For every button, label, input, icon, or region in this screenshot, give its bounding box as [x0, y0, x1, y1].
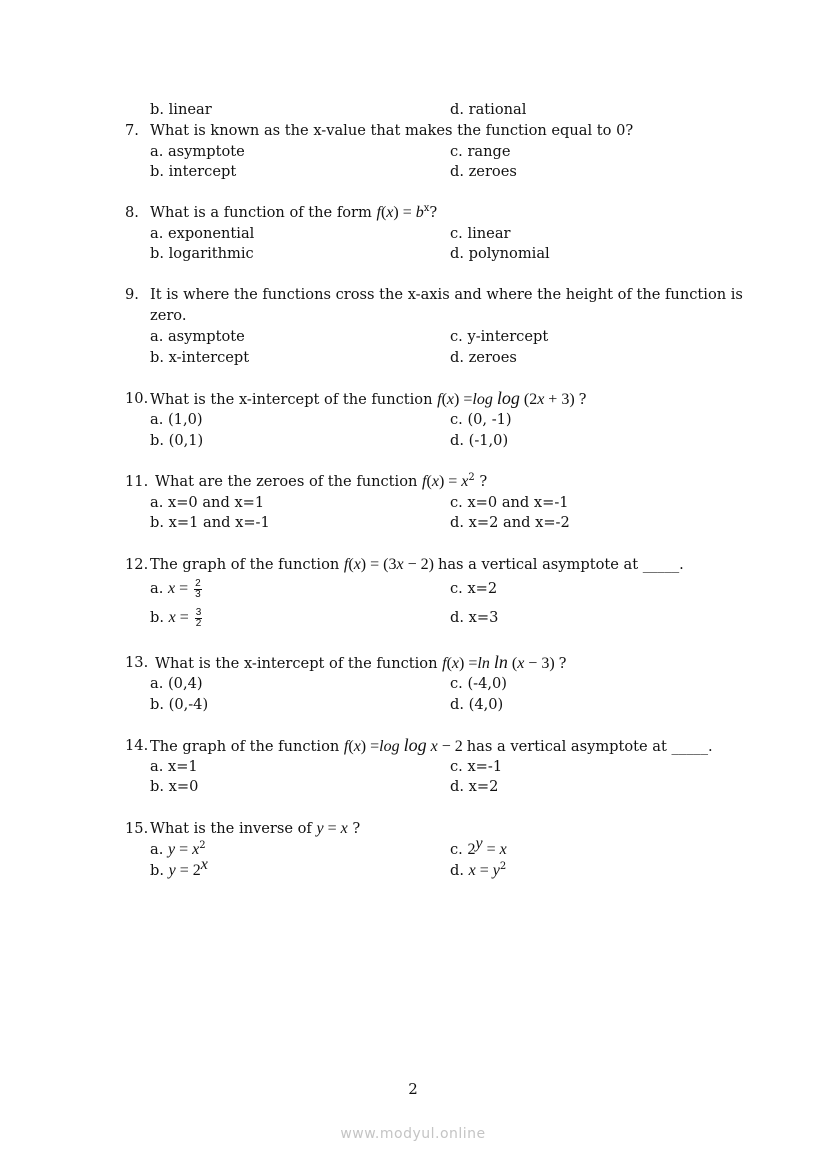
- math-text: ln: [493, 652, 508, 672]
- question-text: [150, 735, 713, 756]
- text: c.: [450, 841, 468, 858]
- watermark: www.modyul.online: [340, 1126, 486, 1142]
- page-number: 2: [408, 1080, 418, 1098]
- math-text: + 3): [544, 391, 579, 408]
- math-text: (: [380, 204, 387, 221]
- math-text: f: [442, 655, 447, 672]
- question-text: [150, 202, 437, 223]
- answer-choice: [450, 492, 569, 513]
- answer-choice: [150, 512, 270, 533]
- answer-choice: [150, 756, 198, 777]
- text: a.: [150, 841, 168, 858]
- text: a. asymptote: [150, 328, 245, 345]
- answer-choice: [150, 776, 198, 797]
- math-text: (: [507, 655, 518, 672]
- text: c. x=2: [450, 580, 498, 597]
- text: b.: [150, 862, 169, 879]
- math-text: log: [379, 738, 404, 755]
- text: a. x=1: [150, 758, 198, 775]
- question-number: 13.: [125, 654, 149, 671]
- answer-choice: [150, 607, 202, 628]
- question-text: [150, 388, 586, 409]
- question-text: [150, 554, 684, 575]
- answer-choice: [150, 161, 236, 182]
- math-text: 2: [499, 861, 507, 872]
- text: It is where the functions cross the x-axis and where the height of the function is: [150, 286, 743, 303]
- math-text: x: [167, 580, 176, 597]
- math-text: x: [461, 473, 469, 490]
- text: The graph of the function: [150, 738, 344, 755]
- math-text: 2: [468, 472, 475, 483]
- text: ?: [578, 391, 587, 408]
- fraction: [195, 608, 203, 629]
- math-text: x: [499, 841, 507, 858]
- text: ?: [558, 655, 567, 672]
- math-text: − 2): [403, 556, 438, 573]
- math-text: ) = (3: [360, 556, 397, 573]
- math-text: x: [537, 391, 545, 408]
- text: b.: [150, 609, 169, 626]
- math-text: b: [415, 204, 424, 221]
- text: c. (0, -1): [450, 411, 512, 428]
- answer-choice: [150, 347, 249, 368]
- text: b. x=1 and x=-1: [150, 514, 270, 531]
- text: d. (-1,0): [450, 432, 509, 449]
- math-text: (: [446, 655, 452, 672]
- math-text: log: [403, 735, 427, 755]
- text: What are the zeroes of the function: [155, 473, 423, 490]
- answer-choice: [450, 860, 506, 881]
- math-text: y: [168, 862, 176, 879]
- answer-choice: [450, 694, 503, 715]
- fraction: [194, 579, 202, 600]
- answer-choice: [150, 99, 212, 120]
- math-text: log: [472, 391, 497, 408]
- math-text: f: [437, 391, 442, 408]
- question-text: [150, 818, 360, 839]
- answer-choice: [450, 223, 511, 244]
- text: b. intercept: [150, 163, 237, 180]
- math-text: x: [468, 862, 476, 879]
- math-text: x: [517, 655, 525, 672]
- text: zero.: [150, 307, 187, 324]
- text: d.: [450, 862, 469, 879]
- math-text: x: [353, 556, 361, 573]
- math-text: ln: [477, 655, 494, 672]
- answer-choice: [450, 161, 517, 182]
- text: d. x=2: [450, 778, 499, 795]
- math-text: (: [348, 556, 354, 573]
- text: a. (0,4): [150, 675, 203, 692]
- math-text: = 2: [175, 862, 201, 879]
- answer-choice: [150, 839, 206, 860]
- text: c. y-intercept: [450, 328, 549, 345]
- answer-choice: [450, 99, 526, 120]
- text: b. linear: [150, 101, 212, 118]
- math-text: f: [422, 473, 427, 490]
- math-text: x: [200, 856, 208, 873]
- text: c. range: [450, 143, 511, 160]
- math-text: =: [475, 862, 493, 879]
- text: c. x=0 and x=-1: [450, 494, 569, 511]
- answer-choice: [150, 856, 208, 881]
- text: c. linear: [450, 225, 511, 242]
- text: has a vertical asymptote at _____.: [437, 556, 684, 573]
- answer-choice: [450, 409, 512, 430]
- math-text: (2: [519, 391, 538, 408]
- answer-choice: [450, 347, 517, 368]
- answer-choice: [450, 673, 507, 694]
- answer-choice: [150, 409, 203, 430]
- text: a.: [150, 580, 168, 597]
- math-text: x: [423, 203, 430, 214]
- question-text: [150, 305, 186, 326]
- question-number: 12.: [125, 556, 149, 573]
- math-text: =: [482, 841, 500, 858]
- text: What is the x-intercept of the function: [150, 391, 438, 408]
- answer-choice: [150, 492, 264, 513]
- math-text: ) =: [459, 655, 478, 672]
- math-text: (: [348, 738, 354, 755]
- text: c. (-4,0): [450, 675, 507, 692]
- answer-choice: [450, 141, 511, 162]
- text: a. exponential: [150, 225, 255, 242]
- text: b. logarithmic: [150, 245, 254, 262]
- math-text: ) =: [393, 204, 416, 221]
- math-text: x: [353, 738, 361, 755]
- math-text: x: [446, 391, 455, 408]
- math-text: (: [441, 391, 447, 408]
- math-text: x: [168, 609, 176, 626]
- answer-choice: [150, 673, 203, 694]
- question-text: [150, 120, 633, 141]
- text: d. (4,0): [450, 696, 504, 713]
- text: a. (1,0): [150, 411, 203, 428]
- math-text: (: [426, 473, 432, 490]
- question-number: 11.: [125, 473, 149, 490]
- text: a. x=0 and x=1: [150, 494, 265, 511]
- fraction-denominator: 3: [195, 588, 201, 600]
- question-text: [150, 284, 743, 305]
- answer-choice: [150, 326, 245, 347]
- math-text: 2: [467, 841, 476, 858]
- math-text: y: [167, 841, 176, 858]
- answer-choice: [450, 512, 570, 533]
- text: d. zeroes: [450, 349, 517, 366]
- text: b. (0,1): [150, 432, 204, 449]
- math-text: x: [396, 556, 404, 573]
- math-text: f: [343, 738, 349, 755]
- text: ?: [347, 820, 361, 837]
- math-text: x: [386, 204, 394, 221]
- math-text: 2: [199, 840, 206, 851]
- math-text: ) =: [360, 738, 380, 755]
- text: What is the inverse of: [150, 820, 317, 837]
- question-number: 10.: [125, 390, 149, 407]
- answer-choice: [450, 607, 498, 628]
- math-text: y: [316, 820, 324, 837]
- math-text: =: [323, 820, 341, 837]
- math-text: ) =: [438, 473, 462, 490]
- fraction-denominator: 2: [195, 617, 202, 629]
- answer-choice: [150, 223, 254, 244]
- answer-choice: [450, 430, 508, 451]
- answer-choice: [150, 141, 245, 162]
- text: ?: [429, 204, 438, 221]
- answer-choice: [450, 835, 507, 860]
- question-number: 7.: [125, 122, 139, 139]
- math-text: =: [175, 841, 193, 858]
- math-text: x: [426, 738, 438, 755]
- question-number: 9.: [125, 286, 139, 303]
- math-text: =: [175, 580, 193, 597]
- text: b. (0,-4): [150, 696, 209, 713]
- text: b. x=0: [150, 778, 199, 795]
- math-text: − 2: [437, 738, 467, 755]
- question-number: 14.: [125, 737, 149, 754]
- text: d. x=3: [450, 609, 499, 626]
- answer-choice: [450, 578, 497, 599]
- math-text: log: [496, 388, 520, 408]
- answer-choice: [150, 243, 254, 264]
- question-text: [155, 471, 487, 492]
- fraction-numerator: 3: [195, 606, 202, 618]
- math-text: y: [475, 835, 483, 852]
- text: The graph of the function: [150, 556, 344, 573]
- answer-choice: [150, 578, 202, 599]
- question-number: 8.: [125, 204, 139, 221]
- text: ?: [474, 473, 488, 490]
- text: d. x=2 and x=-2: [450, 514, 570, 531]
- text: d. rational: [450, 101, 527, 118]
- math-text: f: [343, 556, 349, 573]
- text: c. x=-1: [450, 758, 503, 775]
- answer-choice: [450, 326, 548, 347]
- math-text: y: [492, 862, 500, 879]
- text: b. x-intercept: [150, 349, 250, 366]
- text: a. asymptote: [150, 143, 245, 160]
- math-text: x: [192, 841, 200, 858]
- answer-choice: [450, 776, 498, 797]
- math-text: − 3): [524, 655, 559, 672]
- text: What is known as the x-value that makes the function equal to 0?: [150, 122, 634, 139]
- text: has a vertical asymptote at _____.: [466, 738, 713, 755]
- answer-choice: [450, 243, 550, 264]
- math-text: ) =: [454, 391, 473, 408]
- text: What is the x-intercept of the function: [155, 655, 443, 672]
- answer-choice: [150, 694, 208, 715]
- text: d. zeroes: [450, 163, 517, 180]
- answer-choice: [450, 756, 502, 777]
- math-text: x: [431, 473, 439, 490]
- math-text: =: [175, 609, 193, 626]
- text: d. polynomial: [450, 245, 550, 262]
- math-text: x: [340, 820, 348, 837]
- math-text: f: [376, 204, 381, 221]
- question-number: 15.: [125, 820, 149, 837]
- fraction-numerator: 2: [195, 577, 201, 589]
- question-text: [155, 652, 566, 673]
- math-text: x: [451, 655, 460, 672]
- answer-choice: [150, 430, 203, 451]
- text: What is a function of the form: [150, 204, 377, 221]
